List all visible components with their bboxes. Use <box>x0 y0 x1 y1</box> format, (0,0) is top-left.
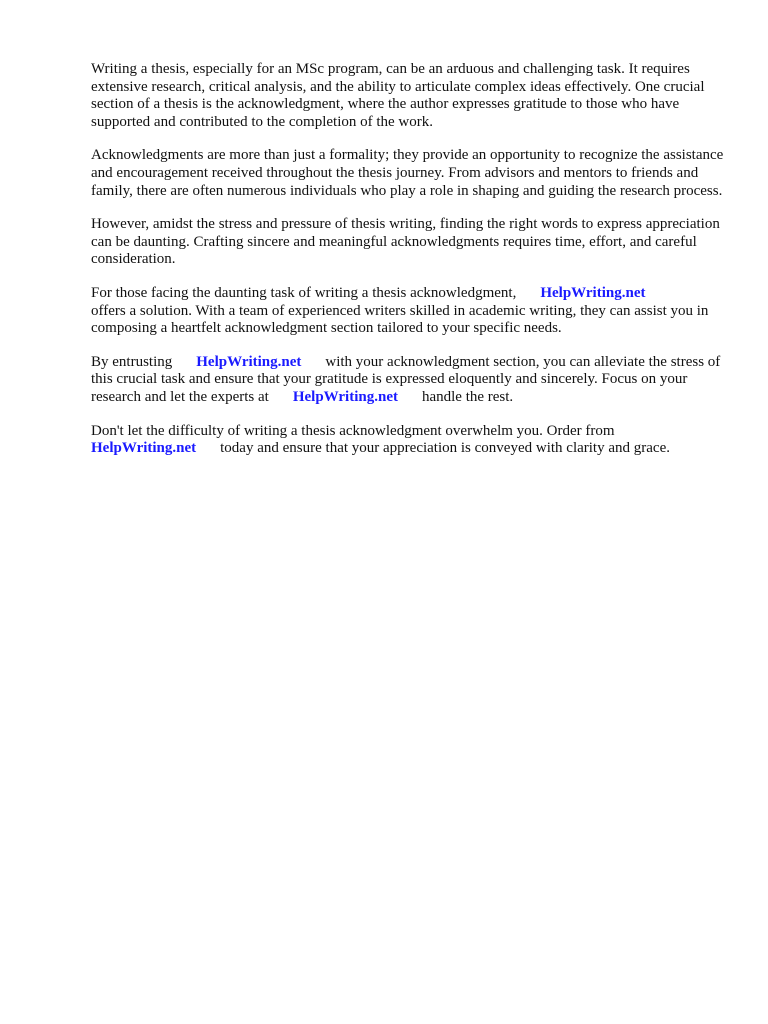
paragraph-acknowledgments-purpose: Acknowledgments are more than just a formality; they provide an opportunity to recognize the assistance and encouragement received throughout the thesis journey. From advisors and mentors to friends and family, there are often numerous individuals who play a role in shaping and guiding the research process. <box>91 147 724 199</box>
paragraph-entrusting-text-before: By entrusting <box>91 353 173 370</box>
paragraph-entrusting-text-middle: with your acknowledgment section, you can alleviate the stress of this crucial task and ensure that your gratitude is expressed eloquently and sincerely. Focus on your research and let the experts at <box>91 353 721 405</box>
paragraph-entrusting <box>91 354 731 407</box>
paragraph-entrusting-text-after: handle the rest. <box>421 388 514 405</box>
paragraph-solution <box>91 285 731 338</box>
helpwriting-link[interactable]: HelpWriting.net <box>540 284 646 301</box>
helpwriting-link[interactable]: HelpWriting.net <box>91 440 197 457</box>
helpwriting-link[interactable]: HelpWriting.net <box>196 353 302 370</box>
paragraph-call-to-action <box>91 423 731 458</box>
paragraph-solution-text-after: offers a solution. With a team of experienced writers skilled in academic writing, they can assist you in composing a heartfelt acknowledgment section tailored to your specific needs. <box>91 302 709 337</box>
paragraph-challenge: However, amidst the stress and pressure of thesis writing, finding the right words to express appreciation can be daunting. Crafting sincere and meaningful acknowledgments requires time, effort, and careful consideration. <box>91 216 720 268</box>
helpwriting-link[interactable]: HelpWriting.net <box>292 388 398 405</box>
paragraph-solution-text-before: For those facing the daunting task of writing a thesis acknowledgment, <box>91 284 517 301</box>
document-page <box>91 61 731 474</box>
paragraph-cta-text-after: today and ensure that your appreciation is conveyed with clarity and grace. <box>220 440 670 457</box>
paragraph-cta-text-before: Don't let the difficulty of writing a thesis acknowledgment overwhelm you. Order from <box>91 422 615 439</box>
paragraph-intro: Writing a thesis, especially for an MSc program, can be an arduous and challenging task. It requires extensive research, critical analysis, and the ability to articulate complex ideas effectively. One crucial section of a thesis is the acknowledgment, where the author expresses gratitude to those who have supported and contributed to the completion of the work. <box>91 61 705 130</box>
